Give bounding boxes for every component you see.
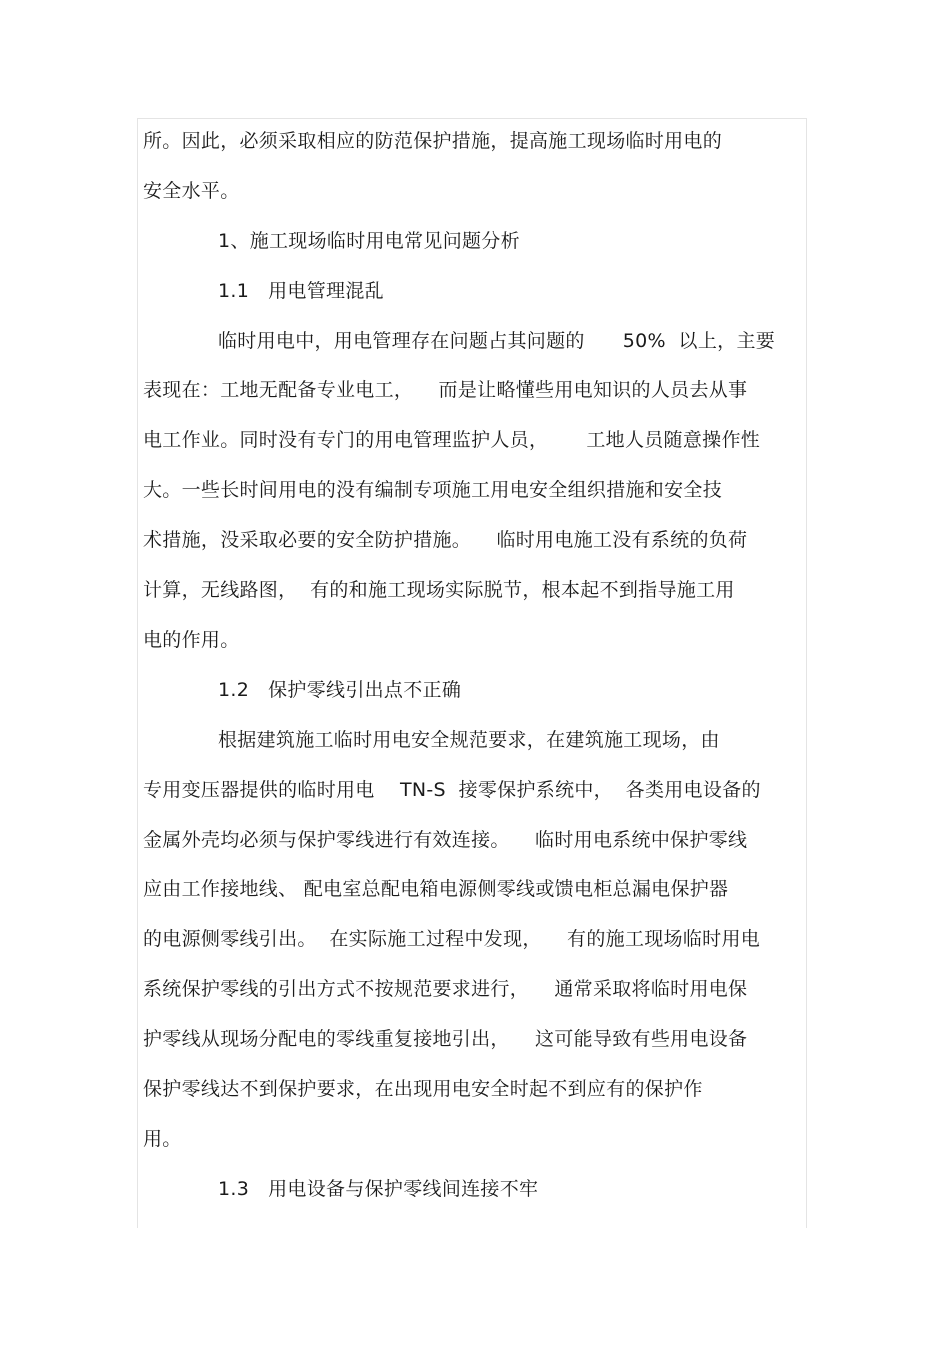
paragraph-line: 的电源侧零线引出。 在实际施工过程中发现， 有的施工现场临时用电 [143, 928, 761, 950]
subsection-heading: 1.1 用电管理混乱 [218, 280, 384, 302]
paragraph-line: 应由工作接地线、 配电室总配电箱电源侧零线或馈电柜总漏电保护器 [143, 878, 729, 900]
subsection-heading: 1.2 保护零线引出点不正确 [218, 679, 462, 701]
subsection-heading: 1.3 用电设备与保护零线间连接不牢 [218, 1178, 539, 1200]
paragraph-line: 护零线从现场分配电的零线重复接地引出， 这可能导致有些用电设备 [143, 1028, 748, 1050]
paragraph-line: 金属外壳均必须与保护零线进行有效连接。 临时用电系统中保护零线 [143, 829, 748, 851]
paragraph-line: 电工作业。同时没有专门的用电管理监护人员， 工地人员随意操作性 [143, 429, 761, 451]
paragraph-line: 系统保护零线的引出方式不按规范要求进行， 通常采取将临时用电保 [143, 978, 748, 1000]
paragraph-line: 根据建筑施工临时用电安全规范要求，在建筑施工现场，由 [218, 729, 720, 751]
paragraph-line: 用。 [143, 1128, 182, 1150]
section-heading: 1、施工现场临时用电常见问题分析 [218, 230, 520, 252]
paragraph-line: 电的作用。 [143, 629, 240, 651]
paragraph-line: 所。因此，必须采取相应的防范保护措施，提高施工现场临时用电的 [143, 130, 723, 152]
paragraph-line: 保护零线达不到保护要求，在出现用电安全时起不到应有的保护作 [143, 1078, 703, 1100]
paragraph-line: 大。一些长时间用电的没有编制专项施工用电安全组织措施和安全技 [143, 479, 723, 501]
paragraph-line: 表现在：工地无配备专业电工， 而是让略懂些用电知识的人员去从事 [143, 379, 748, 401]
paragraph-line: 安全水平。 [143, 180, 240, 202]
paragraph-line: 专用变压器提供的临时用电 TN-S 接零保护系统中， 各类用电设备的 [143, 779, 761, 801]
paragraph-line: 临时用电中，用电管理存在问题占其问题的 50% 以上，主要 [218, 330, 776, 352]
paragraph-line: 计算，无线路图， 有的和施工现场实际脱节，根本起不到指导施工用 [143, 579, 735, 601]
paragraph-line: 术措施，没采取必要的安全防护措施。 临时用电施工没有系统的负荷 [143, 529, 748, 551]
